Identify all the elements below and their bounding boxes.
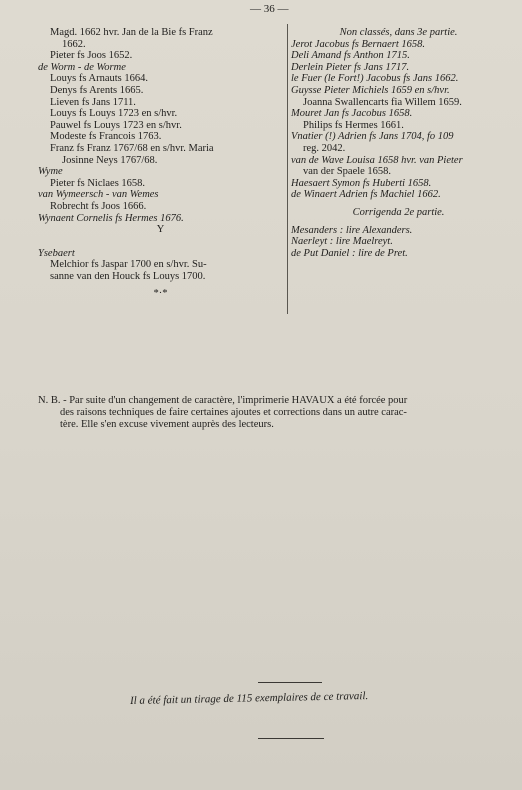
entry-line: Mesanders : lire Alexanders. xyxy=(291,224,413,236)
entry-line: Guysse Pieter Michiels 1659 en s/hvr. xyxy=(291,84,450,96)
colophon-text: Il a été fait un tirage de 115 exemplaires de ce travail. xyxy=(129,690,369,707)
entry-line: Magd. 1662 hvr. Jan de la Bie fs Franz xyxy=(50,27,213,38)
entry-line: sanne van den Houck fs Louys 1700. xyxy=(50,270,206,282)
separator-rule xyxy=(258,682,322,683)
entry-line: Naerleyt : lire Maelreyt. xyxy=(291,236,393,248)
entry-line: Lieven fs Jans 1711. xyxy=(50,96,136,108)
nota-bene xyxy=(38,395,514,431)
entry-line: Mouret Jan fs Jacobus 1658. xyxy=(291,108,413,120)
entry-line: Pauwel fs Louys 1723 en s/hvr. xyxy=(50,119,182,131)
entry-line: Ysebaert xyxy=(38,247,75,259)
entry-line: Josinne Neys 1767/68. xyxy=(62,154,158,166)
entry-line: de Winaert Adrien fs Machiel 1662. xyxy=(291,189,441,201)
left-column xyxy=(38,27,283,300)
entry-line: van de Wave Louisa 1658 hvr. van Pieter xyxy=(291,154,463,166)
entry-line: de Worm - de Worme xyxy=(38,61,126,73)
nota-bene-line: des raisons techniques de faire certaines ajoutes et corrections dans un autre carac- xyxy=(60,407,407,418)
entry-line: de Put Daniel : lire de Pret. xyxy=(291,247,408,259)
entry-line: Deli Amand fs Anthon 1715. xyxy=(291,50,410,62)
entry-line xyxy=(38,236,283,248)
entry-line: Modeste fs Francois 1763. xyxy=(50,131,162,143)
page-number: — 36 — xyxy=(250,3,289,15)
entry-line: Vnatier (!) Adrien fs Jans 1704, fo 109 xyxy=(291,131,454,143)
column-divider xyxy=(287,24,288,314)
entry-line: Louys fs Louys 1723 en s/hvr. xyxy=(50,108,178,120)
entry-line: Melchior fs Jaspar 1700 en s/hvr. Su- xyxy=(50,259,207,271)
entry-line: Derlein Pieter fs Jans 1717. xyxy=(291,61,410,73)
separator-rule xyxy=(258,738,324,739)
entry-line: van Wymeersch - van Wemes xyxy=(38,189,159,201)
entry-line: reg. 2042. xyxy=(303,142,346,154)
entry-line: Pieter fs Niclaes 1658. xyxy=(50,177,146,189)
entry-line: Pieter fs Joos 1652. xyxy=(50,50,133,62)
entry-line: le Fuer (le Fort!) Jacobus fs Jans 1662. xyxy=(291,73,459,85)
nota-bene-line: N. B. - Par suite d'un changement de caractère, l'imprimerie HAVAUX a été forcée pour xyxy=(38,395,408,406)
entry-line: van der Spaele 1658. xyxy=(303,166,392,178)
nota-bene-line: tère. Elle s'en excuse vivement auprès des lecteurs. xyxy=(60,419,274,430)
entry-line: Philips fs Hermes 1661. xyxy=(303,119,404,131)
entry-line: Jerot Jacobus fs Bernaert 1658. xyxy=(291,38,426,50)
entry-line: Wyme xyxy=(38,166,63,178)
entry-line: *·* xyxy=(153,288,168,300)
entry-line: Joanna Swallencarts fia Willem 1659. xyxy=(303,96,462,108)
entry-line: Wynaent Cornelis fs Hermes 1676. xyxy=(38,212,184,224)
entry-line: Louys fs Arnauts 1664. xyxy=(50,73,148,85)
entry-line: Denys fs Arents 1665. xyxy=(50,84,144,96)
entry-line: Non classés, dans 3e partie. xyxy=(339,27,458,38)
entry-line: Y xyxy=(156,224,165,236)
entry-line: Robrecht fs Joos 1666. xyxy=(50,200,147,212)
entry-line: 1662. xyxy=(62,38,86,50)
entry-line: Franz fs Franz 1767/68 en s/hvr. Maria xyxy=(50,142,214,154)
entry-line: Corrigenda 2e partie. xyxy=(352,206,445,218)
right-column xyxy=(291,27,506,259)
entry-line: Haesaert Symon fs Huberti 1658. xyxy=(291,177,432,189)
